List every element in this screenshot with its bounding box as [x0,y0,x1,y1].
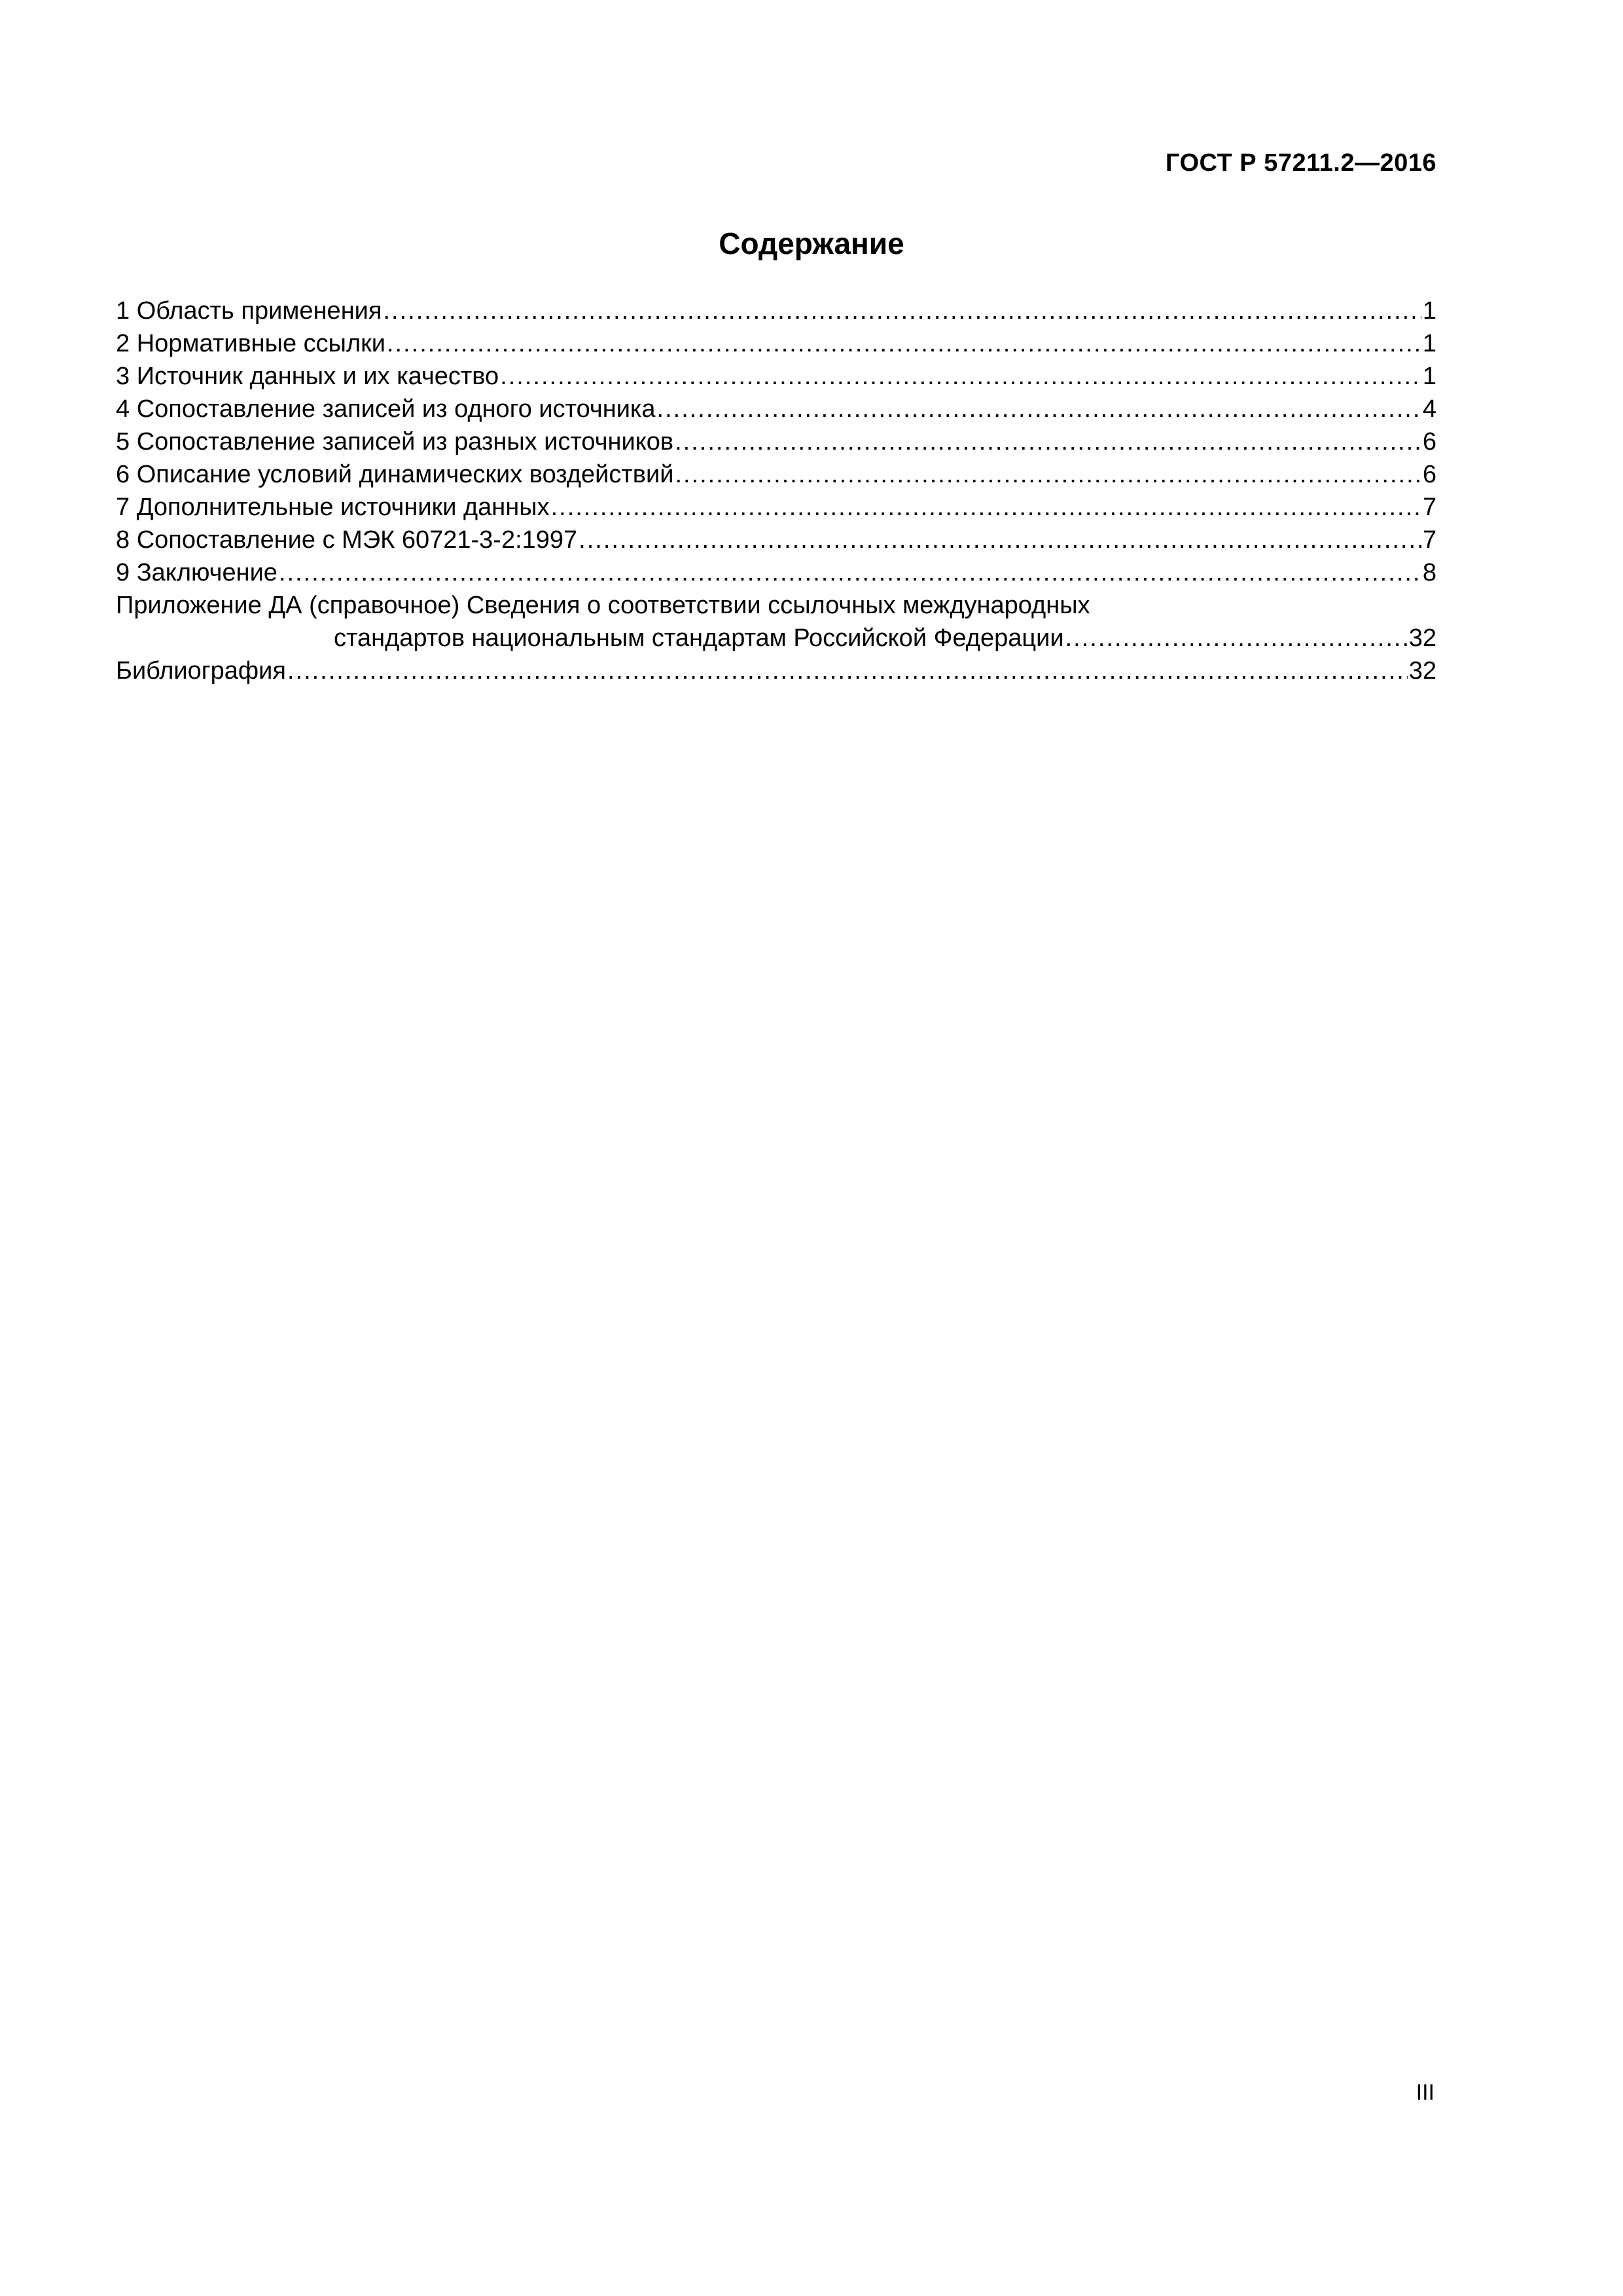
toc-entry-7[interactable] [116,491,1436,524]
toc-entry-page: 7 [1422,493,1436,521]
toc-annex-line1[interactable]: Приложение ДА (справочное) Сведения о соответствии ссылочных международных [116,592,1090,619]
toc-leader-dots [387,327,1421,360]
toc-annex-line2: стандартов национальным стандартам Российской Федерации [334,624,1064,652]
toc-leader-dots [287,655,1408,687]
toc-entry-label: 7 Дополнительные источники данных [116,493,550,521]
toc-annex-entry[interactable] [116,622,1436,655]
toc-entry-6[interactable] [116,458,1436,491]
toc-entry-page: 8 [1422,559,1436,586]
toc-entry-2[interactable] [116,327,1436,360]
toc-entry-page: 6 [1422,428,1436,456]
toc-entry-page: 1 [1422,297,1436,325]
toc-entry-bibliography[interactable] [116,655,1436,687]
toc-entry-page: 7 [1422,526,1436,554]
toc-entry-label: 6 Описание условий динамических воздействий [116,461,674,488]
toc-entry-8[interactable] [116,524,1436,556]
toc-entry-label: 8 Сопоставление с МЭК 60721-3-2:1997 [116,526,578,554]
toc-entry-4[interactable] [116,393,1436,425]
toc-entry-label: 2 Нормативные ссылки [116,330,385,357]
toc-entry-label: 3 Источник данных и их качество [116,363,499,390]
toc-entry-label: 9 Заключение [116,559,277,586]
toc-leader-dots [551,491,1421,524]
toc-entry-label: 5 Сопоставление записей из разных источников [116,428,674,456]
toc-leader-dots [657,393,1421,425]
table-of-contents [116,295,1436,687]
toc-leader-dots [279,556,1421,589]
toc-leader-dots [1065,622,1408,655]
document-code: ГОСТ Р 57211.2—2016 [1165,149,1436,177]
toc-leader-dots [383,295,1421,327]
toc-entry-page: 6 [1422,461,1436,488]
toc-entry-page: 32 [1408,657,1436,685]
toc-entry-page: 1 [1422,330,1436,357]
toc-leader-dots [500,360,1421,393]
toc-entry-5[interactable] [116,425,1436,458]
toc-entry-page: 4 [1422,395,1436,423]
toc-title: Содержание [719,226,904,260]
toc-leader-dots [675,458,1421,491]
toc-leader-dots [675,425,1421,458]
toc-leader-dots [579,524,1421,556]
toc-entry-page: 1 [1422,363,1436,390]
toc-entry-9[interactable] [116,556,1436,589]
toc-entry-label: 4 Сопоставление записей из одного источника [116,395,656,423]
toc-entry-1[interactable] [116,295,1436,327]
toc-entry-page: 32 [1408,624,1436,652]
toc-entry-label: 1 Область применения [116,297,382,325]
page-number: III [1416,2080,1435,2105]
toc-entry-label: Библиография [116,657,286,685]
toc-entry-3[interactable] [116,360,1436,393]
